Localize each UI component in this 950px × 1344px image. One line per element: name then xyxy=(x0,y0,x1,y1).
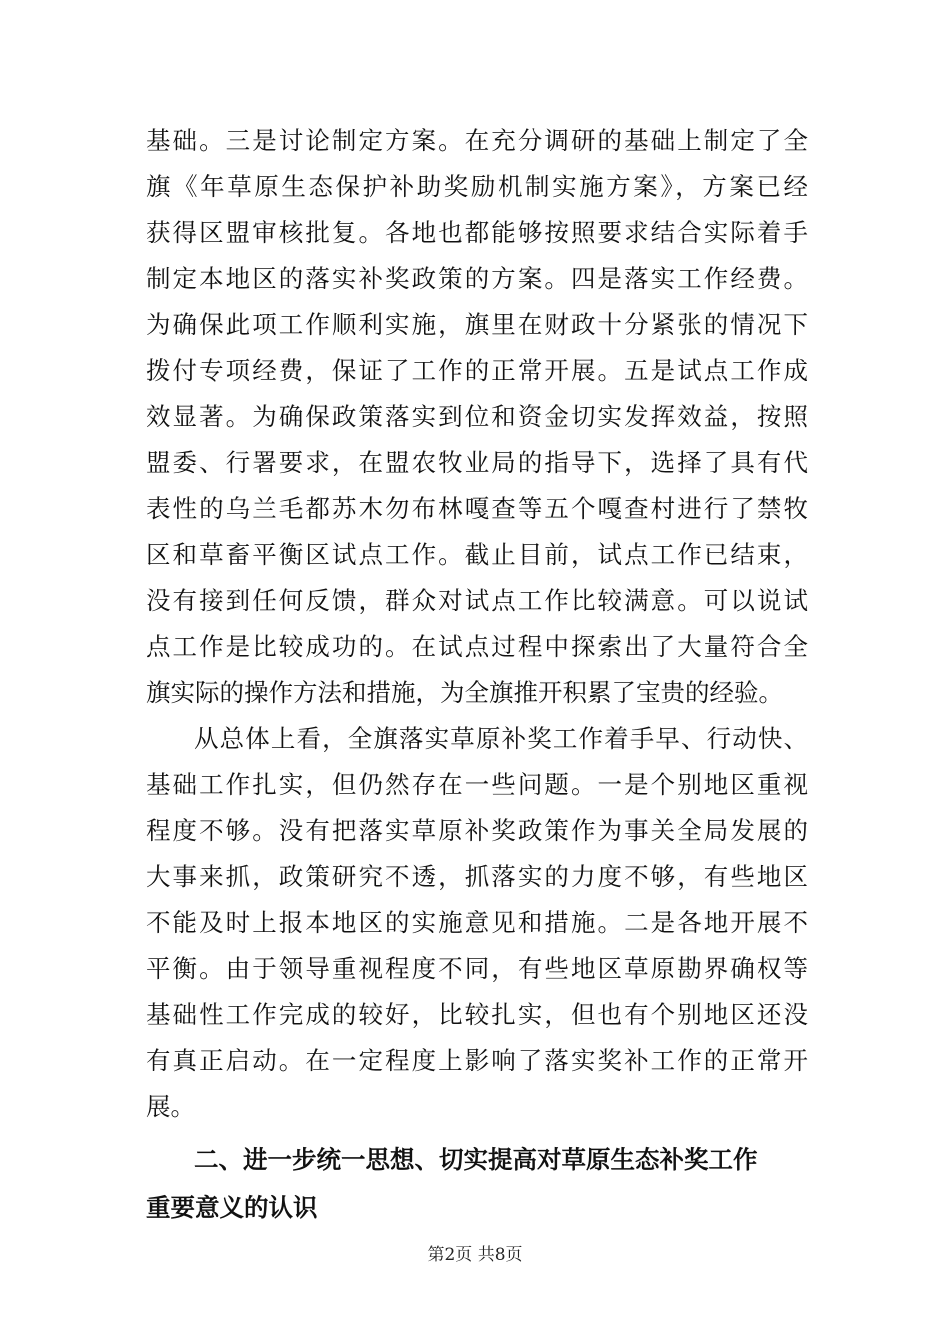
heading-line: 二、进一步统一思想、切实提高对草原生态补奖工作 xyxy=(194,1145,758,1174)
paragraph-line: 区和草畜平衡区试点工作。截止目前，试点工作已结束， xyxy=(146,540,808,569)
paragraph-line: 有真正启动。在一定程度上影响了落实奖补工作的正常开 xyxy=(146,1046,808,1075)
paragraph-1 xyxy=(146,118,808,716)
paragraph-line: 基础性工作完成的较好，比较扎实，但也有个别地区还没 xyxy=(146,1000,808,1029)
paragraph-line: 基础工作扎实，但仍然存在一些问题。一是个别地区重视 xyxy=(146,770,808,799)
heading-line: 重要意义的认识 xyxy=(146,1193,318,1222)
paragraph-line: 基础。三是讨论制定方案。在充分调研的基础上制定了全 xyxy=(146,126,808,155)
paragraph-line: 从总体上看，全旗落实草原补奖工作着手早、行动快、 xyxy=(194,724,808,753)
paragraph-line: 旗实际的操作方法和措施，为全旗推开积累了宝贵的经验。 xyxy=(146,678,783,707)
page-number-footer: 第2页 共8页 xyxy=(427,1245,523,1265)
paragraph-line: 获得区盟审核批复。各地也都能够按照要求结合实际着手 xyxy=(146,218,808,247)
section-heading xyxy=(146,1136,808,1232)
paragraph-line: 不能及时上报本地区的实施意见和措施。二是各地开展不 xyxy=(146,908,808,937)
paragraph-line: 制定本地区的落实补奖政策的方案。四是落实工作经费。 xyxy=(146,264,808,293)
paragraph-line: 拨付专项经费，保证了工作的正常开展。五是试点工作成 xyxy=(146,356,808,385)
paragraph-line: 盟委、行署要求，在盟农牧业局的指导下，选择了具有代 xyxy=(146,448,808,477)
paragraph-line: 大事来抓，政策研究不透，抓落实的力度不够，有些地区 xyxy=(146,862,808,891)
paragraph-line: 展。 xyxy=(146,1092,195,1121)
paragraph-line: 效显著。为确保政策落实到位和资金切实发挥效益，按照 xyxy=(146,402,808,431)
paragraph-line: 表性的乌兰毛都苏木勿布林嘎查等五个嘎查村进行了禁牧 xyxy=(146,494,808,523)
paragraph-line: 没有接到任何反馈，群众对试点工作比较满意。可以说试 xyxy=(146,586,808,615)
paragraph-line: 点工作是比较成功的。在试点过程中探索出了大量符合全 xyxy=(146,632,808,661)
paragraph-line: 旗《年草原生态保护补助奖励机制实施方案》，方案已经 xyxy=(146,172,808,201)
paragraph-line: 为确保此项工作顺利实施，旗里在财政十分紧张的情况下 xyxy=(146,310,808,339)
document-body xyxy=(146,118,808,1232)
paragraph-line: 平衡。由于领导重视程度不同，有些地区草原勘界确权等 xyxy=(146,954,808,983)
paragraph-2 xyxy=(146,716,808,1130)
paragraph-line: 程度不够。没有把落实草原补奖政策作为事关全局发展的 xyxy=(146,816,808,845)
